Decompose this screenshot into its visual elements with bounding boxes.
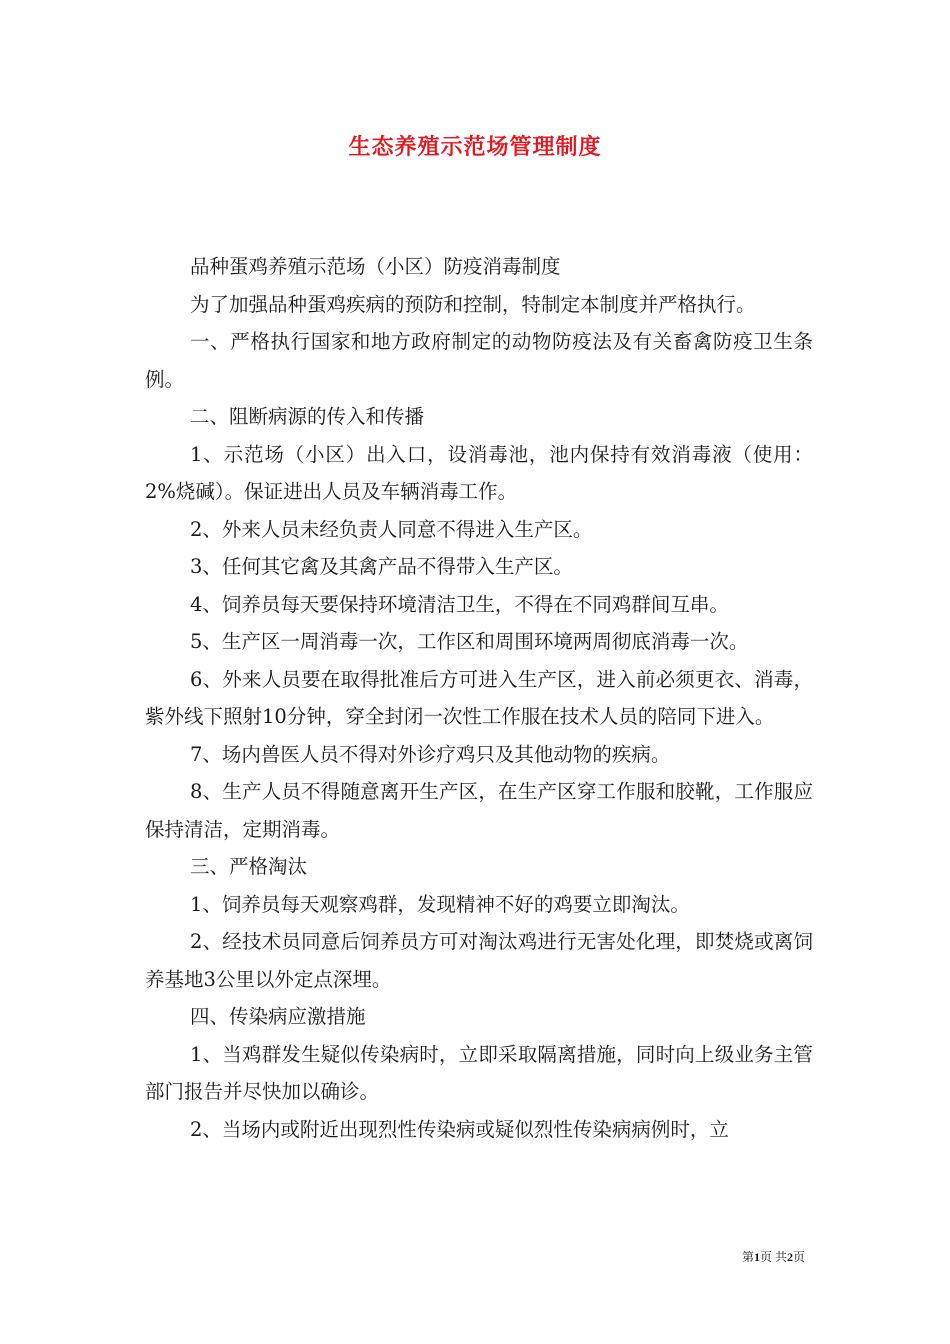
paragraph-section-1: 一、严格执行国家和地方政府制定的动物防疫法及有关畜禽防疫卫生条例。 bbox=[145, 330, 813, 391]
paragraph-item: 2、当场内或附近出现烈性传染病或疑似烈性传染病病例时，立 bbox=[190, 1117, 729, 1141]
paragraph-item: 3、任何其它禽及其禽产品不得带入生产区。 bbox=[190, 555, 573, 578]
document-body bbox=[145, 248, 813, 1148]
footer-suffix: 页 bbox=[792, 1250, 805, 1264]
footer-prefix: 第 bbox=[741, 1250, 754, 1264]
paragraph-item: 1、饲养员每天观察鸡群，发现精神不好的鸡要立即淘汰。 bbox=[190, 892, 690, 916]
paragraph-section-2-heading: 二、阻断病源的传入和传播 bbox=[190, 405, 425, 428]
paragraph-item: 8、生产人员不得随意离开生产区，在生产区穿工作服和胶靴，工作服应保持清洁，定期消毒。 bbox=[145, 780, 813, 841]
document-title: 生态养殖示范场管理制度 bbox=[348, 134, 602, 160]
paragraph-item: 5、生产区一周消毒一次，工作区和周围环境两周彻底消毒一次。 bbox=[190, 630, 749, 653]
paragraph-item: 7、场内兽医人员不得对外诊疗鸡只及其他动物的疾病。 bbox=[190, 742, 671, 766]
paragraph-item: 2、外来人员未经负责人同意不得进入生产区。 bbox=[190, 517, 593, 541]
paragraph-section-3-heading: 三、严格淘汰 bbox=[190, 855, 308, 878]
paragraph-item: 2、经技术员同意后饲养员方可对淘汰鸡进行无害处化理，即焚烧或离饲养基地3公里以外定点深埋。 bbox=[145, 930, 813, 991]
paragraph-item: 1、当鸡群发生疑似传染病时，立即采取隔离措施，同时向上级业务主管部门报告并尽快加以确诊。 bbox=[145, 1042, 813, 1103]
paragraph-item: 1、示范场（小区）出入口，设消毒池，池内保持有效消毒液（使用：2%烧碱）。保证进出人员及车辆消毒工作。 bbox=[145, 442, 813, 503]
paragraph-item: 6、外来人员要在取得批准后方可进入生产区，进入前必须更衣、消毒，紫外线下照射10分钟，穿全封闭一次性工作服在技术人员的陪同下进入。 bbox=[145, 667, 813, 728]
paragraph-section-4-heading: 四、传染病应激措施 bbox=[190, 1005, 366, 1028]
page-footer bbox=[742, 1248, 805, 1265]
footer-middle: 页 共 bbox=[759, 1250, 787, 1264]
footer-page-number: 1 bbox=[753, 1250, 760, 1264]
footer-total-pages: 2 bbox=[786, 1250, 793, 1264]
paragraph-intro: 为了加强品种蛋鸡疾病的预防和控制，特制定本制度并严格执行。 bbox=[190, 292, 756, 316]
paragraph-item: 4、饲养员每天要保持环境清洁卫生，不得在不同鸡群间互串。 bbox=[190, 592, 729, 616]
paragraph-heading: 品种蛋鸡养殖示范场（小区）防疫消毒制度 bbox=[190, 255, 561, 278]
